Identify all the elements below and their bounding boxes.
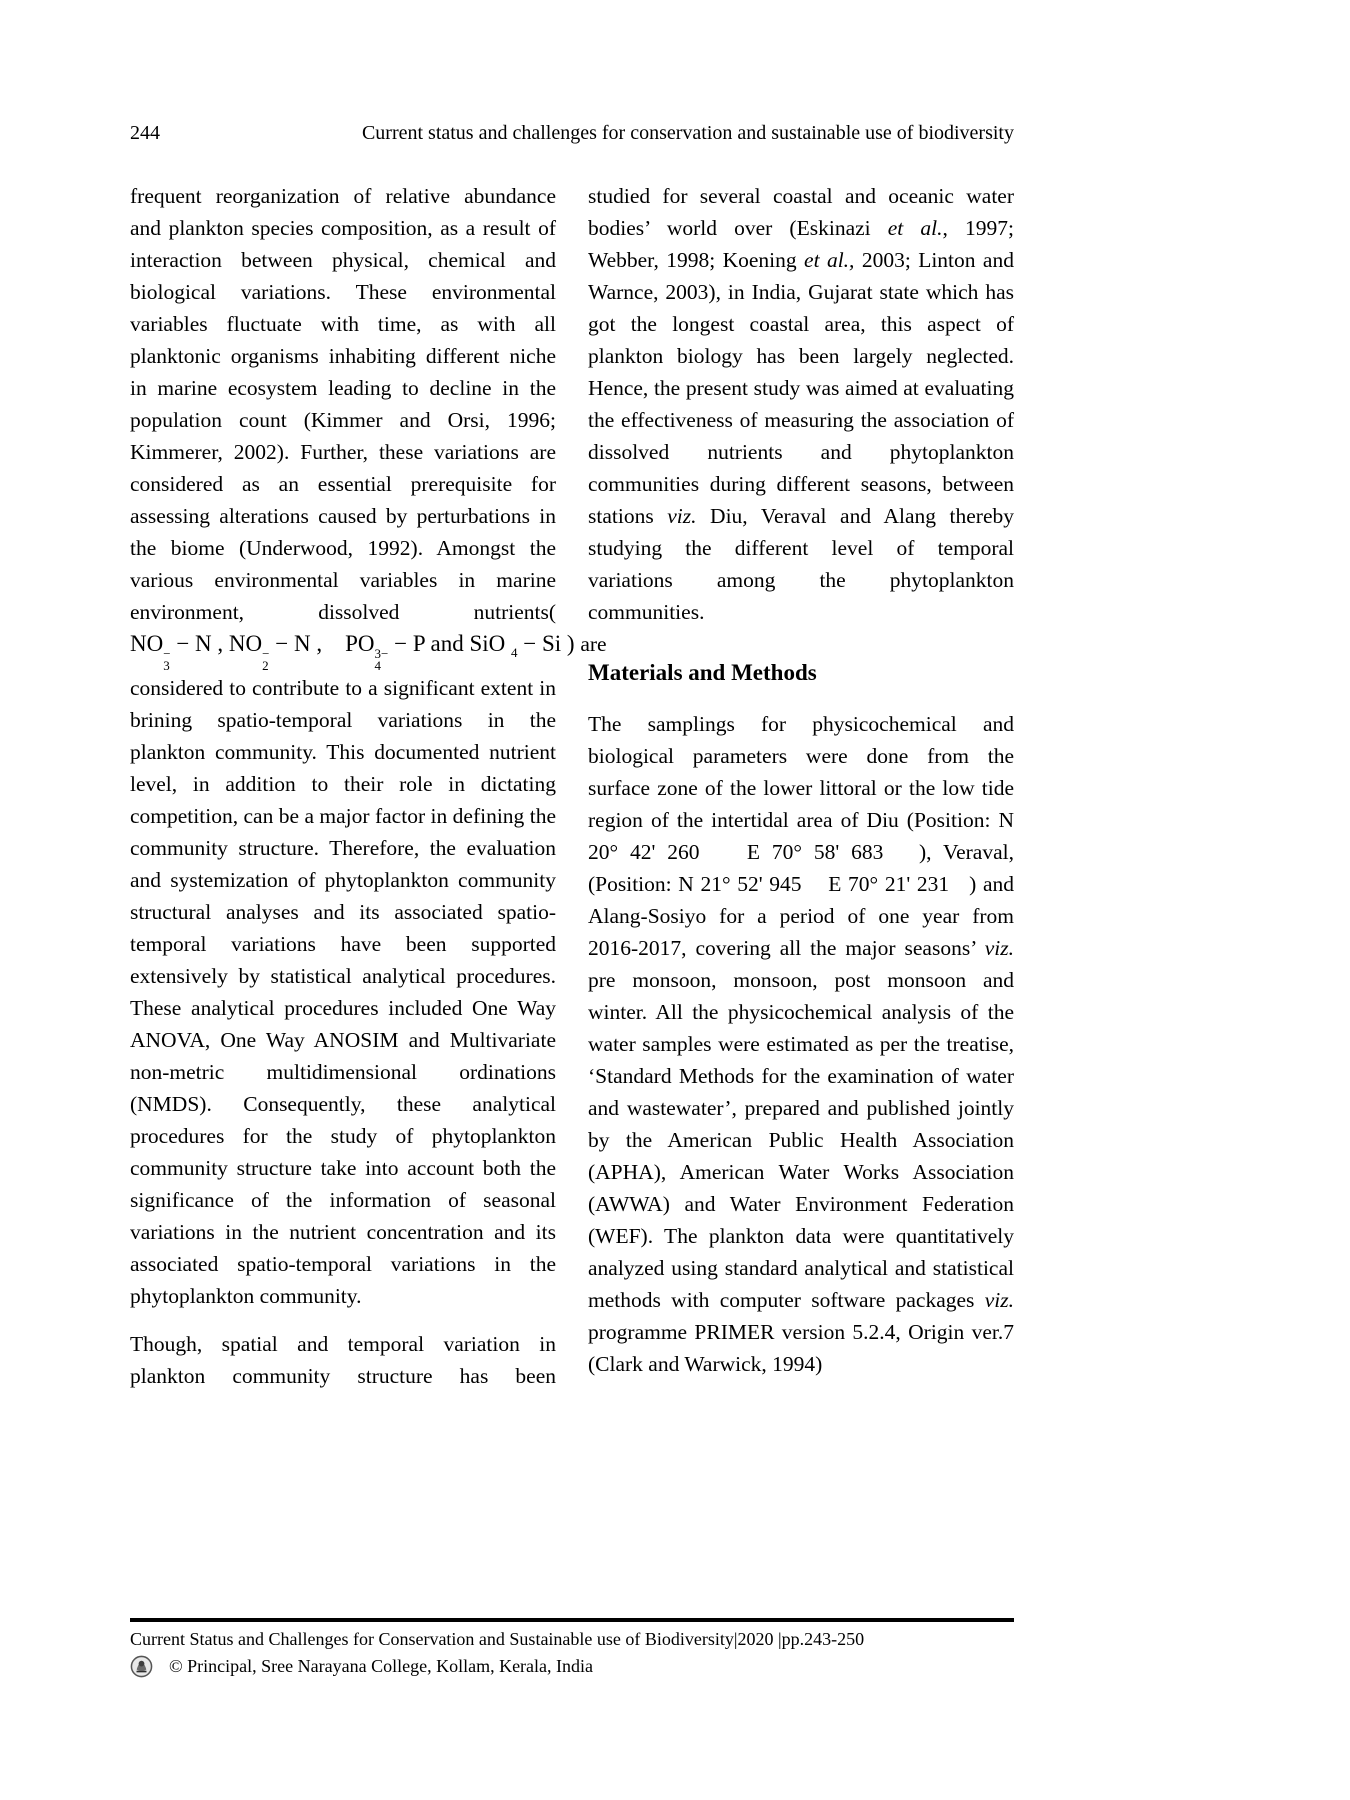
footer-citation: Current Status and Challenges for Conservation and Sustainable use of Biodiversity|2020 |pp.243-250 [130,1629,865,1649]
chem-sub: 2 [262,658,269,674]
chem-sup: − [262,646,270,662]
text-fragment: Diu, Veraval and Alang thereby studying the different level of temporal variations among the phytoplankton communities. [588,504,1014,624]
text-fragment: programme PRIMER version 5.2.4, Origin ver.7 (Clark and Warwick, 1994) [588,1320,1014,1376]
italic-term: viz. [984,936,1014,960]
chem-sub: 4 [374,658,381,674]
right-paragraph-2 [588,708,1014,1380]
chem-tail: − N , [170,631,229,656]
text-fragment: pre monsoon, monsoon, post monsoon and winter. All the physicochemical analysis of the water samples were estimated as per the treatise, ‘Standard Methods for the examination of water and wastewater’, prepared and published jointly by the American Public Health Association (APHA), American Water Works Association (AWWA) and Water Environment Federation (WEF). The plankton data were quantitatively analyzed using standard analytical and statistical methods with computer software packages [588,968,1014,1312]
page-content [130,120,1014,1392]
two-column-text [130,180,1014,1392]
page-footer [130,1618,1014,1678]
footer-divider [130,1618,1014,1622]
chem-sub: 4 [511,645,518,660]
chem-base: NO [130,631,164,656]
right-paragraph-1 [588,180,1014,628]
footer-copyright-row [130,1654,1014,1678]
text-fragment: , 1997; Webber, 1998; Koening [588,216,1014,272]
chem-base: NO [228,631,263,656]
chem-sup: 3− [374,646,389,662]
text-fragment: are considered to contribute to a significant extent in brining spatio-temporal variations in the plankton community. This documented nutrient level, in addition to their role in dictating competition, can be a major factor in defining the community structure. Therefore, the evaluation and systemization of phytoplankton community structural analyses and its associated spatio-temporal variations have been supported extensively by statistical analytical procedures. These analytical procedures included One Way ANOVA, One Way ANOSIM and Multivariate non-metric multidimensional ordinations (NMDS). Consequently, these analytical procedures for the study of phytoplankton community structure take into account both the significance of the information of seasonal variations in the nutrient concentration and its associated spatio-temporal variations in the phytoplankton community. [130,632,607,1309]
nitrite-formula [228,631,346,674]
chem-tail: − P and [388,631,470,656]
running-title: Current status and challenges for conservation and sustainable use of biodiversity [361,122,1014,144]
chem-subsup [375,648,389,672]
page-number: 244 [130,122,160,144]
phosphate-formula [345,631,470,674]
left-paragraph-1 [130,180,607,1312]
text-fragment: 2003; Linton and Warnce, 2003), in India, Gujarat state which has got the longest coastal area, this aspect of plankton biology has been largely neglected. Hence, the present study was aimed at evaluating the effectiveness of measuring the association of dissolved nutrients and phytoplankton communities during different seasons, between stations [588,248,1014,528]
left-paragraph-2: Though, spatial and temporal variation in plankton community structure has been [130,1332,556,1389]
chem-sub: 3 [163,658,170,674]
nitrate-formula [130,631,229,674]
left-column [130,180,607,1392]
chem-tail: − Si ) [517,631,581,656]
chem-base: SiO [469,631,512,656]
college-emblem-icon [130,1655,153,1678]
text-fragment: frequent reorganization of relative abundance and plankton species composition, as a result of interaction between physical, chemical and biological variations. These environmental variables fluctuate with time, as with all planktonic organisms inhabiting different niche in marine ecosystem leading to decline in the population count (Kimmer and Orsi, 1996; Kimmerer, 2002). Further, these variations are considered as an essential prerequisite for assessing alterations caused by perturbations in the biome (Underwood, 1992). Amongst the various environmental variables in marine environment, dissolved nutrients( [130,184,556,624]
italic-term: viz. [984,1288,1014,1312]
italic-term: viz. [667,504,697,528]
running-head [130,120,1014,146]
chem-sup: − [163,646,171,662]
silicate-formula [469,631,581,660]
copyright-text: © Principal, Sree Narayana College, Kollam, Kerala, India [169,1656,594,1676]
italic-term: et al., [804,248,855,272]
text-fragment: studied for several coastal and oceanic water bodies’ world over (Eskinazi [588,184,1014,240]
italic-term: et al. [887,216,943,240]
section-heading-materials-and-methods: Materials and Methods [588,660,817,685]
chem-base: PO [345,631,375,656]
right-column [588,180,1014,1392]
chem-tail: − N , [269,631,346,656]
chem-subsup [262,648,269,672]
chem-subsup [163,648,170,672]
text-fragment: The samplings for physicochemical and biological parameters were done from the surface zone of the lower littoral or the low tide region of the intertidal area of Diu (Position: N 20° 42' 260 E 70° 58' 683 ), Veraval, (Position: N 21° 52' 945 E 70° 21' 231 ) and Alang-Sosiyo for a period of one year from 2016-2017, covering all the major seasons’ [588,712,1014,960]
